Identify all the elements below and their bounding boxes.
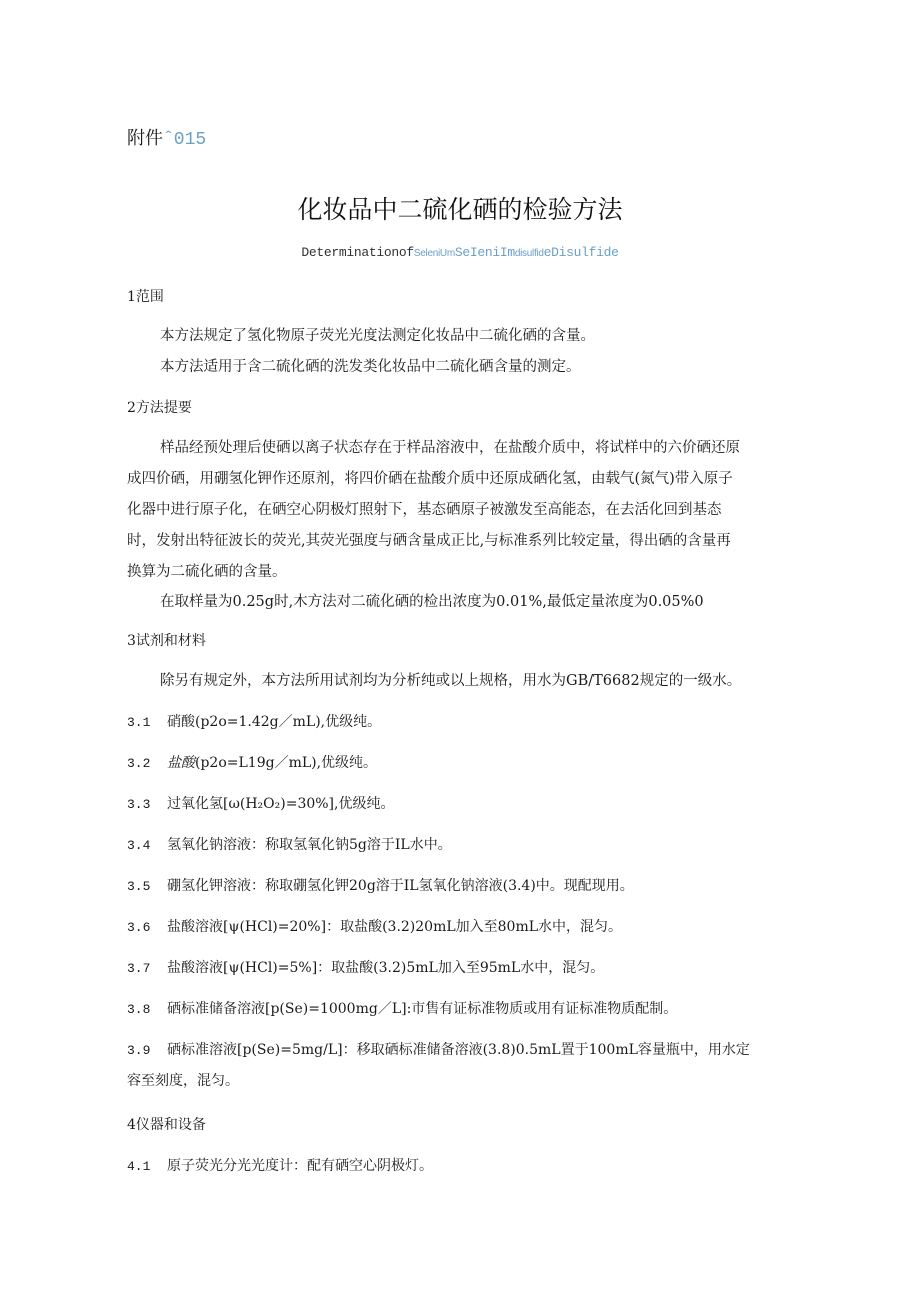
attachment-prefix: 附件 <box>127 128 163 149</box>
section-2-heading: 2方法提要 <box>127 400 192 416</box>
section-1-para-2: 本方法适用于含二硫化硒的洗发类化妆品中二硫化硒含量的测定。 <box>160 359 581 375</box>
reagent-item <box>127 711 381 731</box>
item-text: 原子荧光分光光度计：配有硒空心阴极灯。 <box>167 1158 433 1174</box>
subtitle-part1: Determinationof <box>301 245 414 260</box>
item-number: 3.3 <box>127 797 151 812</box>
reagent-item-continuation: 容至刻度，混匀。 <box>127 1073 239 1089</box>
section-1-heading: 1范围 <box>127 289 164 305</box>
reagent-item <box>127 793 394 813</box>
item-number: 3.7 <box>127 961 151 976</box>
reagent-item <box>127 752 377 772</box>
item-text: 氢氧化钠溶液：称取氢氧化钠5g溶于IL水中。 <box>167 837 452 853</box>
section-2-line-5: 换算为二硫化硒的含量。 <box>127 564 287 580</box>
equipment-item <box>127 1155 433 1175</box>
subtitle-small2: disulfid <box>514 248 544 259</box>
item-number: 3.8 <box>127 1002 151 1017</box>
section-2-line-1: 样品经预处理后使硒以离子状态存在于样品溶液中，在盐酸介质中，将试样中的六价硒还原 <box>160 440 740 456</box>
item-number: 3.2 <box>127 756 151 771</box>
reagent-item <box>127 957 604 977</box>
subtitle-part2: SeIeniIm <box>454 245 515 260</box>
section-3-heading: 3试剂和材料 <box>127 633 206 649</box>
section-4-heading: 4仪器和设备 <box>127 1117 206 1133</box>
item-text-italic: 盐酸 <box>167 755 195 771</box>
attachment-number: ˆ015 <box>163 130 207 150</box>
item-number: 4.1 <box>127 1159 151 1174</box>
reagent-item <box>127 1039 750 1059</box>
reagent-item <box>127 875 634 895</box>
section-1-para-1: 本方法规定了氢化物原子荧光光度法测定化妆品中二硫化硒的含量。 <box>160 328 595 344</box>
item-text: 盐酸溶液[ψ(HCl)=5%]：取盐酸(3.2)5mL加入至95mL水中，混匀。 <box>167 960 605 976</box>
section-2-line-3: 化器中进行原子化，在硒空心阴极灯照射下，基态硒原子被激发至高能态，在去活化回到基态 <box>127 502 722 518</box>
section-2-line-6: 在取样量为0.25g时,木方法对二硫化硒的检出浓度为0.01%,最低定量浓度为0.05%0 <box>160 594 704 610</box>
attachment-label <box>127 124 206 150</box>
item-number: 3.4 <box>127 838 151 853</box>
item-text: (p2o=L19g／mL),优级纯。 <box>195 755 378 771</box>
item-text: 硒标准溶液[p(Se)=5mg/L]：移取硒标准储备溶液(3.8)0.5mL置于100mL容量瓶中，用水定 <box>167 1042 750 1058</box>
reagent-item <box>127 834 452 854</box>
item-text: 盐酸溶液[ψ(HCl)=20%]：取盐酸(3.2)20mL加入至80mL水中，混匀。 <box>167 919 623 935</box>
document-title: 化妆品中二硫化硒的检验方法 <box>297 195 623 224</box>
item-text: 硒标准储备溶液[p(Se)=1000mg／L]:市售有证标准物质或用有证标准物质配制。 <box>167 1001 678 1017</box>
section-2-line-4: 时，发射出特征波长的荧光,其荧光强度与硒含量成正比,与标准系列比较定量，得出硒的含量再 <box>127 533 731 549</box>
item-text: 过氧化氢[ω(H₂O₂)=30%],优级纯。 <box>167 796 395 812</box>
item-number: 3.1 <box>127 715 151 730</box>
section-2-line-2: 成四价硒，用硼氢化钾作还原剂，将四价硒在盐酸介质中还原成硒化氢，由载气(氮气)带入原子 <box>127 471 733 487</box>
item-text: 硼氢化钾溶液：称取硼氢化钾20g溶于IL氢氧化钠溶液(3.4)中。现配现用。 <box>167 878 634 894</box>
item-number: 3.5 <box>127 879 151 894</box>
subtitle-small1: SeleniUm <box>413 248 455 259</box>
reagent-item <box>127 998 677 1018</box>
reagent-item <box>127 916 622 936</box>
section-3-intro: 除另有规定外，本方法所用试剂均为分析纯或以上规格，用水为GB/T6682规定的一级水。 <box>160 673 742 689</box>
item-number: 3.6 <box>127 920 151 935</box>
item-text: 硝酸(p2o=1.42g／mL),优级纯。 <box>167 714 382 730</box>
document-subtitle <box>0 245 920 260</box>
item-number: 3.9 <box>127 1043 151 1058</box>
subtitle-part3: eDisulfide <box>543 245 619 260</box>
